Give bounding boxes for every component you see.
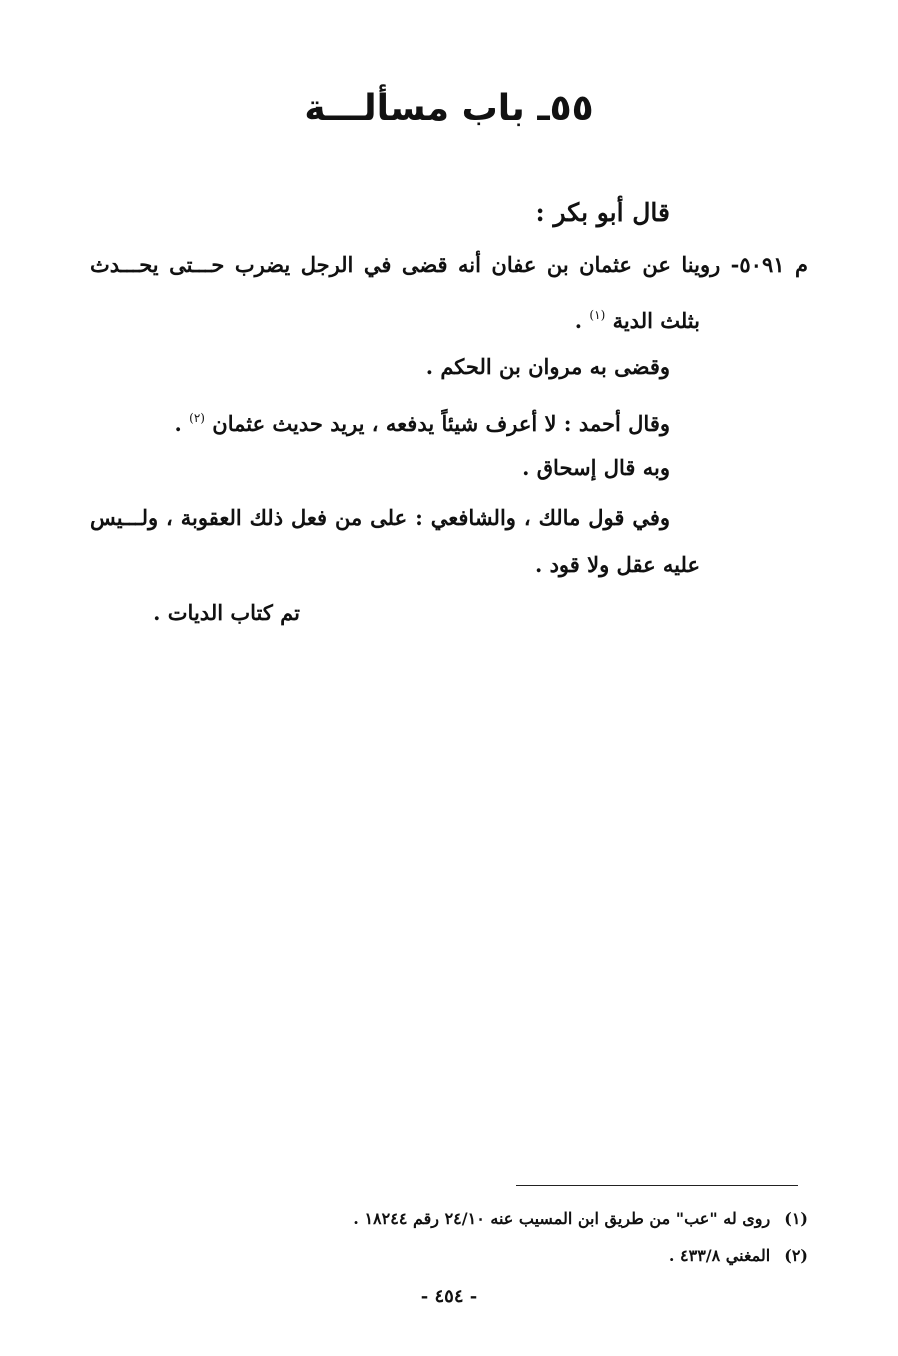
text-line-4-text: وقال أحمد : لا أعرف شيئاً يدفعه ، يريد حديث عثمان xyxy=(212,411,670,436)
footnote-2 xyxy=(669,1244,808,1268)
footnote-1-number: (١) xyxy=(784,1209,808,1228)
intro-line: قال أبو بكر : xyxy=(535,198,670,227)
hadith-line-1: م ٥٠٩١- روينا عن عثمان بن عفان أنه قضى في الرجل يضرب حـــتى يحـــدث xyxy=(90,252,808,277)
footnote-divider xyxy=(516,1185,798,1186)
page-number: - ٤٥٤ - xyxy=(420,1286,478,1307)
footnote-ref-2[interactable]: (٢) xyxy=(189,411,205,425)
hadith-line-2-text: بثلث الدية xyxy=(612,308,700,333)
text-line-4-end: . xyxy=(174,411,190,436)
text-line-4 xyxy=(175,403,670,439)
footnote-2-text: المغني ٤٣٣/٨ . xyxy=(668,1246,771,1265)
footnote-1-text: روى له "عب" من طريق ابن المسيب عنه ٢٤/١٠ رقم ١٨٢٤٤ . xyxy=(353,1209,771,1228)
chapter-title: ٥٥ـ باب مسألـــة xyxy=(304,88,594,129)
hadith-line-2-end: . xyxy=(574,308,590,333)
book-end-line: تم كتاب الديات . xyxy=(153,600,300,625)
footnote-ref-1[interactable]: (١) xyxy=(589,308,606,322)
footnote-1 xyxy=(353,1207,808,1231)
text-line-5: وبه قال إسحاق . xyxy=(522,455,670,480)
hadith-line-2 xyxy=(575,300,700,336)
text-line-3: وقضى به مروان بن الحكم . xyxy=(425,354,670,379)
text-line-6: وفي قول مالك ، والشافعي : على من فعل ذلك العقوبة ، ولـــيس xyxy=(90,505,670,530)
footnote-2-number: (٢) xyxy=(784,1246,808,1265)
text-line-7: عليه عقل ولا قود . xyxy=(534,552,700,577)
